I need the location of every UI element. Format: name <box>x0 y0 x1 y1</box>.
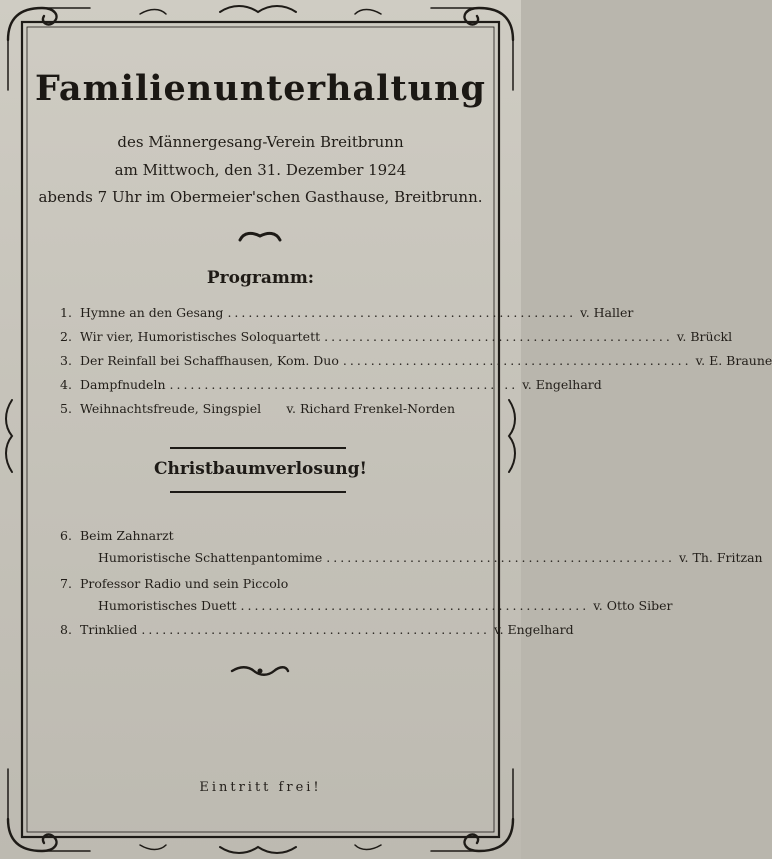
program-item-composer: v. Engelhard <box>494 622 574 637</box>
program-item <box>60 401 455 416</box>
program-item-composer: v. Otto Siber <box>593 598 673 613</box>
program-item-title: Dampfnudeln <box>80 377 166 392</box>
program-item <box>60 353 772 368</box>
program-item-composer: v. Engelhard <box>522 377 602 392</box>
leader-dots: .................................................. <box>227 305 577 320</box>
program-item-title: Der Reinfall bei Schaffhausen, Kom. Duo <box>80 353 339 368</box>
page-title: Familienunterhaltung <box>35 68 486 109</box>
program-item-number: 3. <box>60 353 72 368</box>
program-item-title: Professor Radio und sein Piccolo <box>80 576 289 591</box>
program-item-subtitle: Humoristisches Duett <box>98 598 237 613</box>
program-item <box>60 305 634 320</box>
program-item-composer: v. Haller <box>580 305 634 320</box>
program-item-composer: v. Brückl <box>676 329 733 344</box>
subtitle-date: am Mittwoch, den 31. Dezember 1924 <box>114 161 407 179</box>
program-item <box>60 329 733 344</box>
program-item-number: 5. <box>60 401 72 416</box>
intermission-heading: Christbaumverlosung! <box>153 459 368 479</box>
subtitle-society: des Männergesang-Verein Breitbrunn <box>117 133 404 151</box>
program-item-number: 7. <box>60 576 72 591</box>
program-item-composer: v. Th. Fritzan <box>678 550 763 565</box>
ornament-flourish-icon <box>228 664 292 678</box>
program-item-title: Hymne an den Gesang <box>80 305 224 320</box>
program-item-composer: v. Richard Frenkel-Norden <box>286 401 455 416</box>
leader-dots: .................................................. <box>342 353 692 368</box>
program-item-number: 8. <box>60 622 72 637</box>
program-item-subline <box>98 550 763 565</box>
program-heading: Programm: <box>206 268 315 288</box>
program-item-number: 2. <box>60 329 72 344</box>
footer-admission: Eintritt frei! <box>199 780 322 795</box>
ornament-divider-icon <box>236 230 284 244</box>
program-item <box>60 377 602 392</box>
program-item-number: 4. <box>60 377 72 392</box>
program-item-title: Weihnachtsfreude, Singspiel <box>80 401 262 416</box>
divider-line <box>170 447 346 449</box>
leader-dots: .................................................. <box>169 377 519 392</box>
program-item-composer: v. E. Braune <box>695 353 772 368</box>
program-item <box>60 622 574 637</box>
leader-dots: .................................................. <box>240 598 590 613</box>
program-item-subtitle: Humoristische Schattenpantomime <box>98 550 323 565</box>
program-item-number: 6. <box>60 528 72 543</box>
program-item-title: Beim Zahnarzt <box>80 528 174 543</box>
program-item-number: 1. <box>60 305 72 320</box>
program-item-title: Trinklied <box>80 622 138 637</box>
leader-dots: .................................................. <box>141 622 491 637</box>
program-item <box>60 528 455 543</box>
program-item-subline <box>98 598 673 613</box>
program-item <box>60 576 455 591</box>
program-item-title: Wir vier, Humoristisches Soloquartett <box>80 329 321 344</box>
leader-dots: .................................................. <box>324 329 673 344</box>
divider-line <box>170 491 346 493</box>
subtitle-venue: abends 7 Uhr im Obermeier'schen Gasthause, Breitbrunn. <box>38 188 483 206</box>
leader-dots: .................................................. <box>326 550 675 565</box>
